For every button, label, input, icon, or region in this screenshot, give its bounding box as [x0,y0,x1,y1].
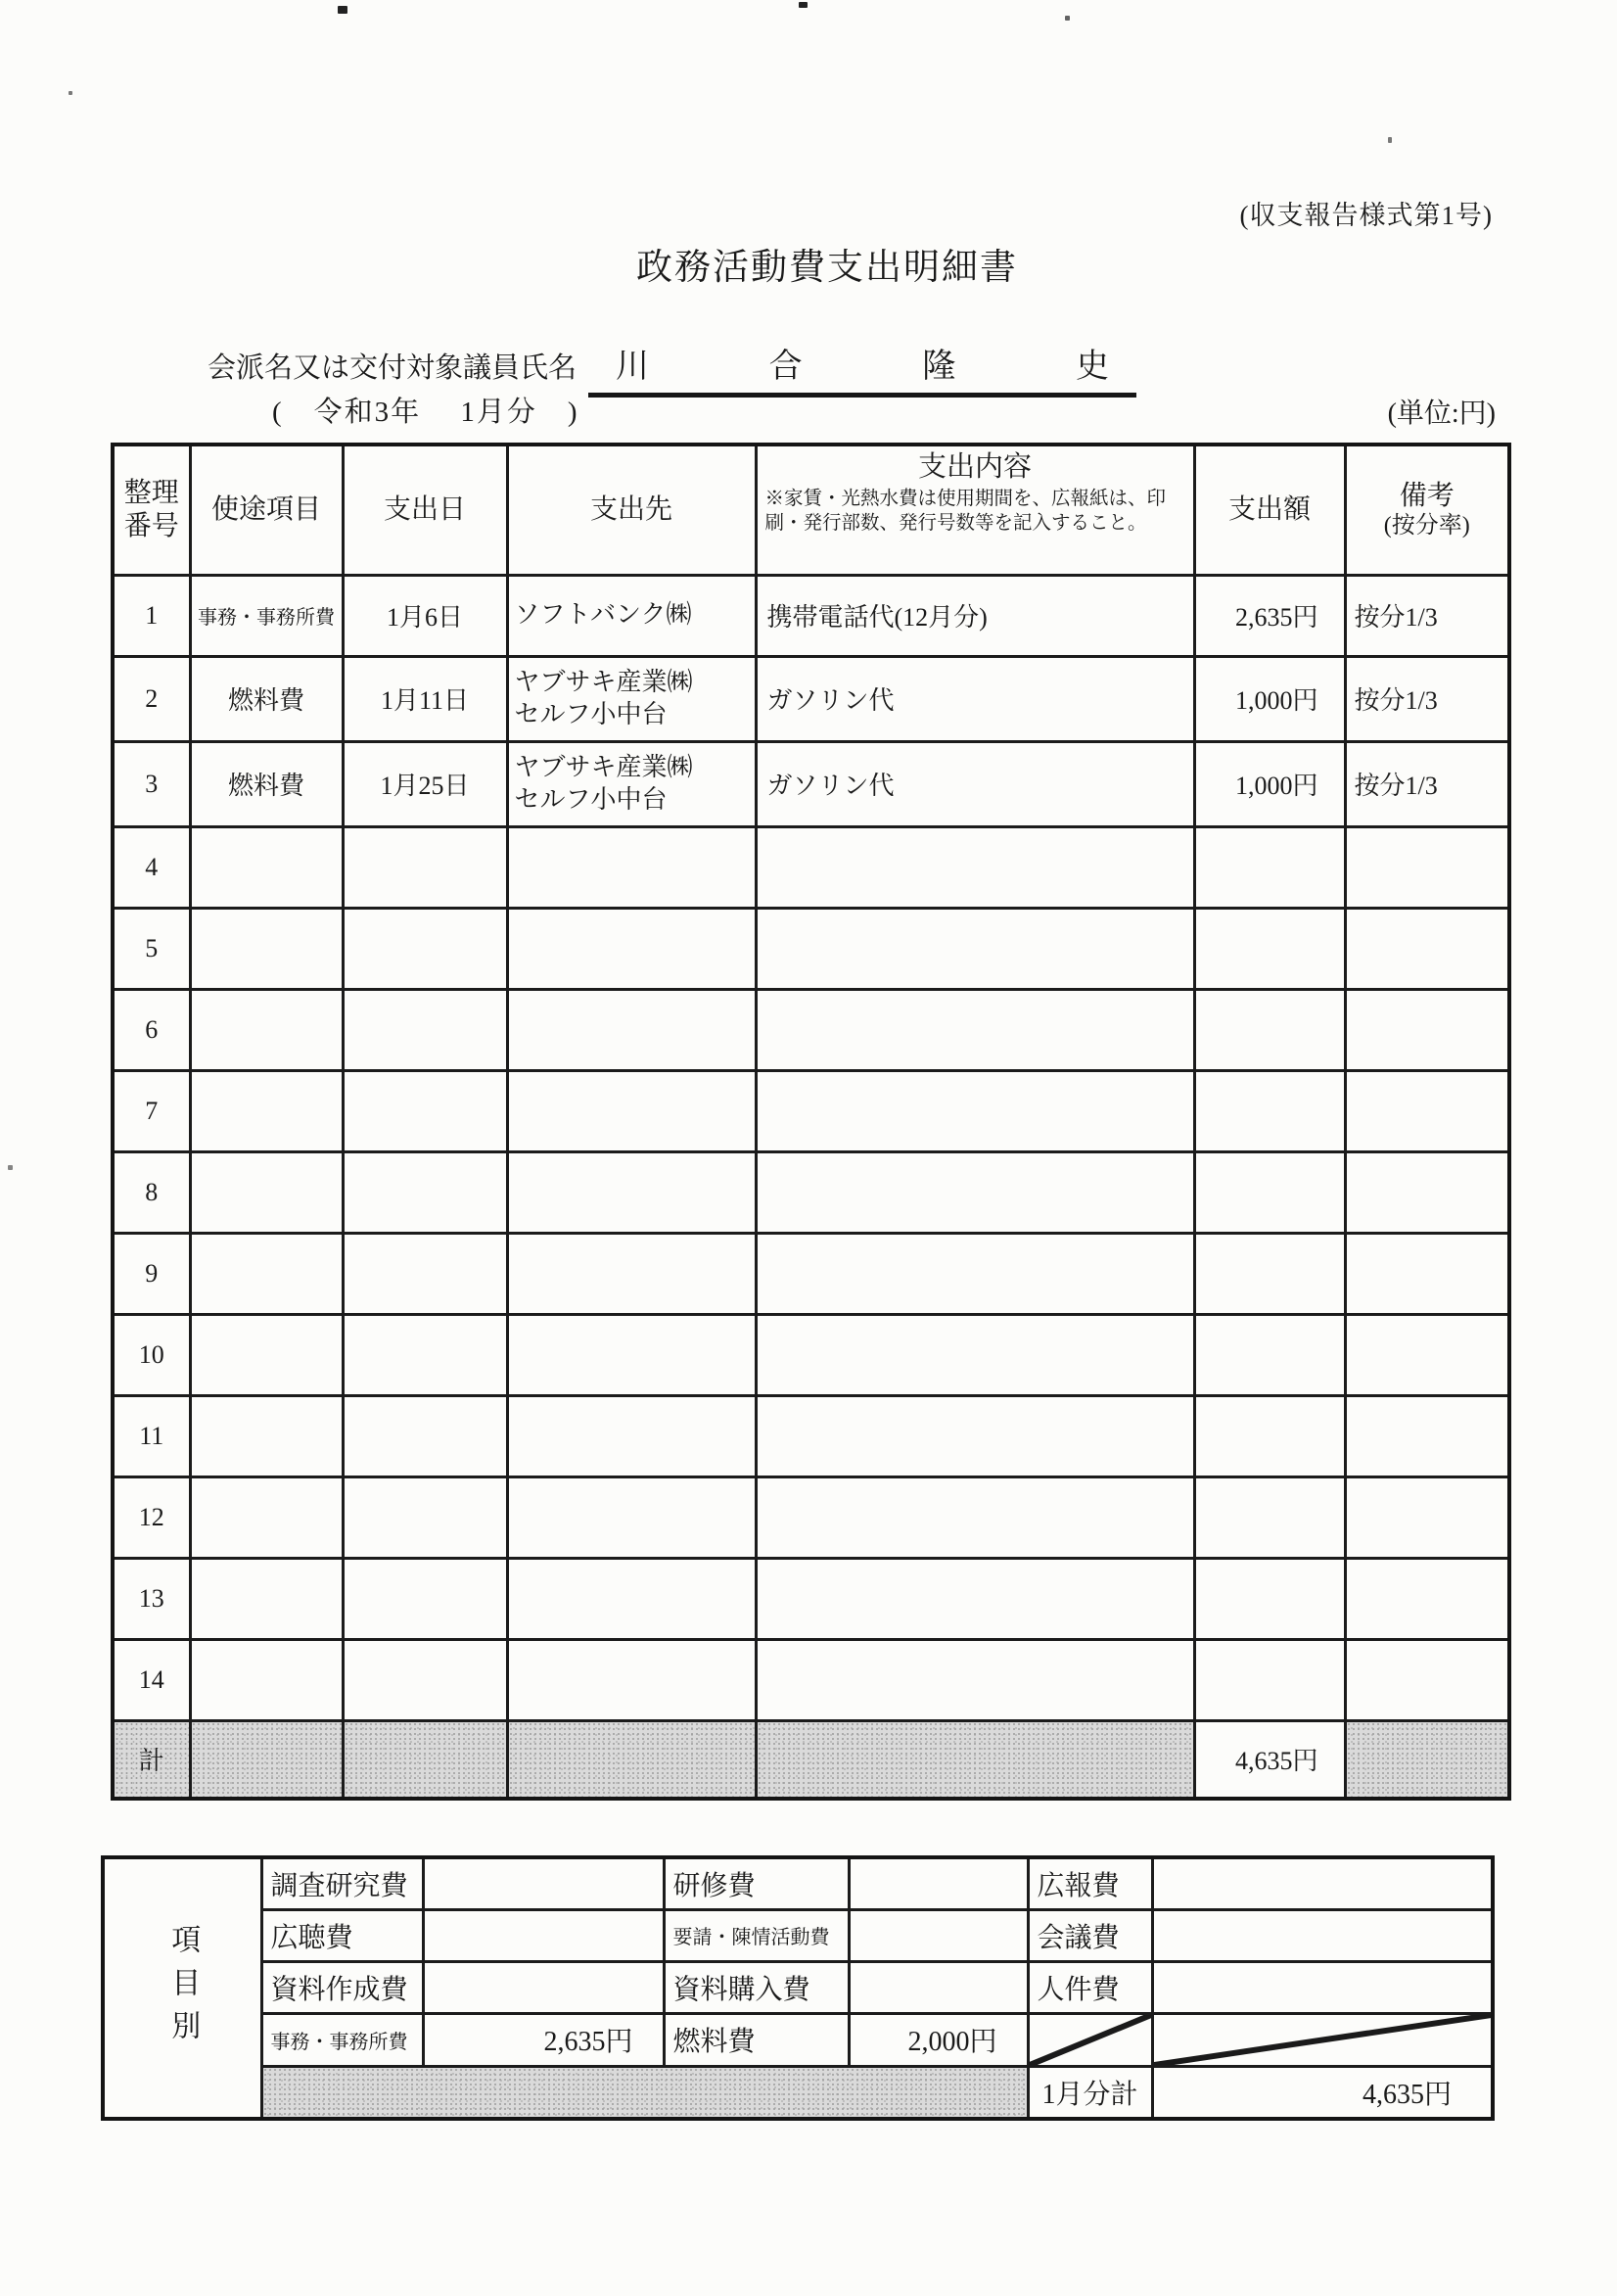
cell-detail [756,1070,1194,1151]
summary-value [849,1857,1028,1909]
total-shaded-cell [343,1720,507,1799]
summary-label: 資料購入費 [664,1961,849,2013]
cell-no: 1 [113,575,190,656]
payee-line2: セルフ小中台 [514,699,668,728]
cell-no: 14 [113,1639,190,1720]
header-detail-title: 支出内容 [917,451,1032,483]
cell-amount [1194,1233,1345,1314]
summary-label: 調査研究費 [261,1857,423,1909]
cell-payee [507,1233,756,1314]
cell-note: 按分1/3 [1345,741,1509,826]
form-code-label: (収支報告様式第1号) [1239,201,1493,230]
cell-payee [507,1395,756,1476]
cell-amount: 1,000円 [1194,741,1345,826]
header-category: 使途項目 [190,445,343,575]
scan-speck [1065,16,1070,21]
cell-detail: 携帯電話代(12月分) [756,575,1194,656]
cell-category [190,1395,343,1476]
table-row [113,908,1509,989]
group-label-cell [103,1857,261,2119]
table-row [113,1639,1509,1720]
total-amount: 4,635円 [1194,1720,1345,1799]
cell-date: 1月6日 [343,575,507,656]
expense-table [111,443,1511,1801]
header-no [113,445,190,575]
summary-value [423,1857,664,1909]
cell-no: 7 [113,1070,190,1151]
cell-payee [507,1151,756,1233]
cell-category: 燃料費 [190,656,343,741]
cell-amount [1194,1314,1345,1395]
unit-label: (単位:円) [1387,398,1496,429]
diagonal-slash [1154,2015,1492,2065]
cell-no: 6 [113,989,190,1070]
cell-note [1345,1639,1509,1720]
page-title: 政務活動費支出明細書 [636,248,1018,288]
summary-value: 2,000円 [849,2013,1028,2066]
cell-no: 8 [113,1151,190,1233]
cell-note [1345,826,1509,908]
cell-category [190,1476,343,1558]
cell-amount [1194,1070,1345,1151]
cell-category [190,1070,343,1151]
summary-shaded-cell [261,2066,1028,2119]
summary-label: 人件費 [1028,1961,1152,2013]
header-note-line1: 備考 [1399,480,1455,511]
cell-detail [756,1151,1194,1233]
summary-label: 資料作成費 [261,1961,423,2013]
header-payee: 支出先 [507,445,756,575]
cell-amount [1194,1151,1345,1233]
table-row [113,656,1509,741]
cell-date [343,1151,507,1233]
cell-date [343,989,507,1070]
payee-line1: ソフトバンク㈱ [514,600,692,630]
cell-detail [756,1639,1194,1720]
summary-total-row [103,2066,1493,2119]
summary-label: 会議費 [1028,1909,1152,1961]
header-no-line2: 番号 [123,510,179,541]
cell-payee [507,1639,756,1720]
member-name-line [208,339,1136,398]
member-name-value: 川合隆史 [588,339,1136,398]
cell-category [190,826,343,908]
period-label: ( 令和3年 1月分 ) [272,397,579,428]
cell-note [1345,1314,1509,1395]
total-shaded-cell [1345,1720,1509,1799]
table-row [113,575,1509,656]
cell-no: 10 [113,1314,190,1395]
cell-payee [507,1070,756,1151]
summary-value [849,1961,1028,2013]
header-no-line1: 整理 [123,478,179,509]
expense-table-header-row [113,445,1509,575]
cell-payee [507,908,756,989]
summary-total-amount: 4,635円 [1152,2066,1493,2119]
cell-amount: 1,000円 [1194,656,1345,741]
summary-row [103,1909,1493,1961]
summary-value [423,1961,664,2013]
table-row [113,1070,1509,1151]
cell-no: 2 [113,656,190,741]
cell-category: 燃料費 [190,741,343,826]
cell-payee [507,741,756,826]
scan-speck [69,91,72,95]
summary-value [1152,1909,1493,1961]
cell-detail [756,1558,1194,1639]
payee-line1: ヤブサキ産業㈱ [514,668,693,696]
cell-detail [756,989,1194,1070]
summary-label: 事務・事務所費 [261,2013,423,2066]
summary-label: 広報費 [1028,1857,1152,1909]
summary-label: 広聴費 [261,1909,423,1961]
crossed-out-cell [1028,2013,1152,2066]
summary-row [103,2013,1493,2066]
cell-amount [1194,1558,1345,1639]
diagonal-slash [1030,2015,1151,2065]
cell-no: 11 [113,1395,190,1476]
cell-no: 13 [113,1558,190,1639]
cell-category [190,1233,343,1314]
cell-date: 1月11日 [343,656,507,741]
cell-date [343,1395,507,1476]
cell-detail [756,908,1194,989]
cell-detail [756,826,1194,908]
header-detail [756,445,1194,575]
cell-note [1345,1233,1509,1314]
cell-amount [1194,1639,1345,1720]
header-date: 支出日 [343,445,507,575]
cell-payee [507,1476,756,1558]
cell-amount: 2,635円 [1194,575,1345,656]
cell-note [1345,1070,1509,1151]
cell-amount [1194,1395,1345,1476]
scan-speck [799,2,808,8]
cell-note: 按分1/3 [1345,575,1509,656]
table-row [113,1233,1509,1314]
cell-detail: ガソリン代 [756,741,1194,826]
cell-amount [1194,1476,1345,1558]
cell-payee [507,826,756,908]
cell-category [190,1558,343,1639]
cell-amount [1194,989,1345,1070]
header-detail-note: ※家賃・光熱水費は使用期間を、広報紙は、印刷・発行部数、発行号数等を記入すること。 [764,488,1167,535]
scan-speck [338,6,347,14]
cell-date [343,1639,507,1720]
cell-category [190,908,343,989]
total-row [113,1720,1509,1799]
summary-value [423,1909,664,1961]
scan-speck [8,1165,13,1170]
table-row [113,1395,1509,1476]
table-row [113,1314,1509,1395]
cell-detail [756,1314,1194,1395]
header-note [1345,445,1509,575]
cell-date [343,1233,507,1314]
cell-date [343,1558,507,1639]
cell-no: 9 [113,1233,190,1314]
table-row [113,1558,1509,1639]
cell-payee [507,989,756,1070]
cell-date [343,1070,507,1151]
summary-value [1152,1961,1493,2013]
cell-date [343,1476,507,1558]
summary-value [1152,1857,1493,1909]
cell-no: 4 [113,826,190,908]
cell-date [343,908,507,989]
summary-value: 2,635円 [423,2013,664,2066]
cell-note: 按分1/3 [1345,656,1509,741]
table-row [113,989,1509,1070]
summary-label: 要請・陳情活動費 [664,1909,849,1961]
table-row [113,1151,1509,1233]
cell-note [1345,989,1509,1070]
member-name-label: 会派名又は交付対象議員氏名 [208,352,578,384]
cell-payee [507,1558,756,1639]
total-shaded-cell [756,1720,1194,1799]
cell-payee [507,656,756,741]
summary-value [849,1909,1028,1961]
table-row [113,1476,1509,1558]
cell-detail [756,1476,1194,1558]
crossed-out-cell [1152,2013,1493,2066]
cell-amount [1194,826,1345,908]
summary-row [103,1961,1493,2013]
header-amount: 支出額 [1194,445,1345,575]
cell-note [1345,1476,1509,1558]
table-row [113,741,1509,826]
cell-detail [756,1233,1194,1314]
summary-total-label: 1月分計 [1028,2066,1152,2119]
cell-date [343,826,507,908]
cell-payee [507,575,756,656]
cell-category [190,1639,343,1720]
payee-line2: セルフ小中台 [514,784,668,814]
cell-amount [1194,908,1345,989]
payee-line1: ヤブサキ産業㈱ [514,753,693,781]
cell-note [1345,1558,1509,1639]
cell-payee [507,1314,756,1395]
cell-category [190,989,343,1070]
cell-detail [756,1395,1194,1476]
cell-note [1345,908,1509,989]
header-note-line2: (按分率) [1383,513,1470,539]
summary-row [103,1857,1493,1909]
scan-speck [1388,137,1392,143]
group-label: 項目別 [166,1923,200,2053]
table-row [113,826,1509,908]
cell-category [190,1151,343,1233]
cell-category [190,1314,343,1395]
cell-note [1345,1151,1509,1233]
cell-no: 5 [113,908,190,989]
cell-no: 3 [113,741,190,826]
cell-date: 1月25日 [343,741,507,826]
total-shaded-cell [190,1720,343,1799]
summary-label: 研修費 [664,1857,849,1909]
total-shaded-cell [507,1720,756,1799]
cell-category: 事務・事務所費 [190,575,343,656]
summary-label: 燃料費 [664,2013,849,2066]
category-summary-table [101,1855,1495,2121]
cell-note [1345,1395,1509,1476]
cell-detail: ガソリン代 [756,656,1194,741]
total-label: 計 [113,1720,190,1799]
cell-no: 12 [113,1476,190,1558]
cell-date [343,1314,507,1395]
